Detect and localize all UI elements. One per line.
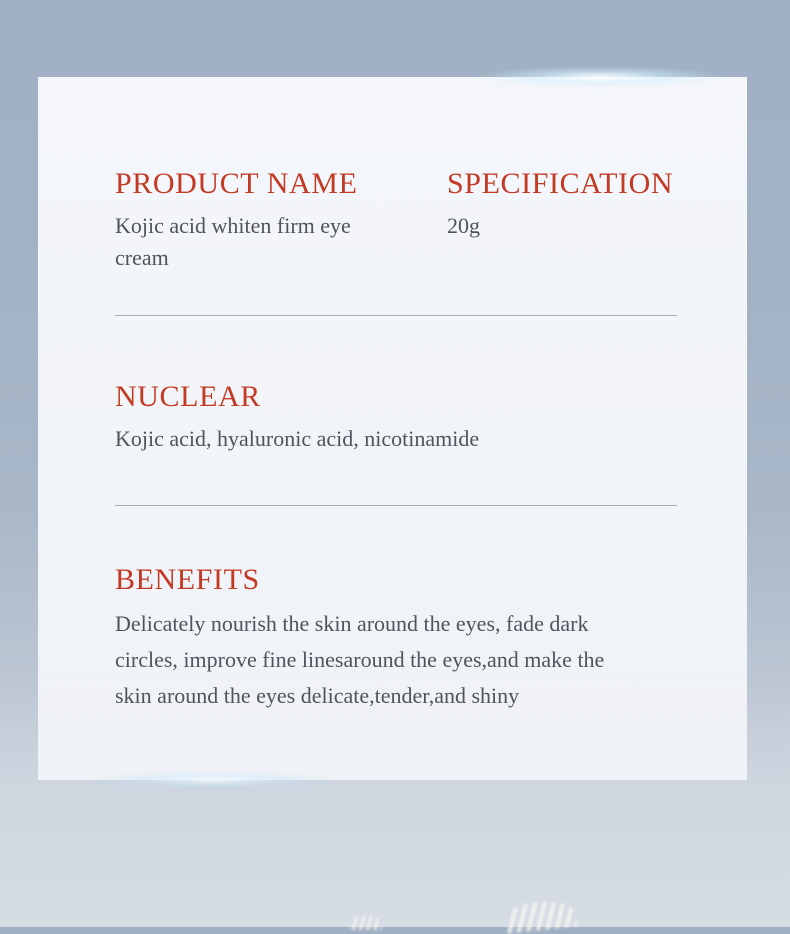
nuclear-section [115,379,677,455]
benefits-line: skin around the eyes delicate,tender,and shiny [115,683,520,708]
benefits-description [115,606,677,714]
product-name-value: Kojic acid whiten firm eye cream [115,213,351,270]
section-divider [115,315,677,316]
blurred-highlight-small [348,916,382,930]
name-spec-row [115,166,677,274]
specification-value: 20g [447,213,480,238]
specification-section [447,166,677,274]
blurred-highlight-large [505,898,578,933]
product-name-section [115,166,447,274]
benefits-section [115,562,677,714]
nuclear-ingredients: Kojic acid, hyaluronic acid, nicotinamide [115,426,480,451]
benefits-line: circles, improve fine linesaround the eyes,and make the [115,647,605,672]
nuclear-heading: NUCLEAR [115,380,261,413]
benefits-heading: BENEFITS [115,563,260,596]
card-content [38,77,747,714]
product-info-card [38,77,747,780]
section-divider [115,505,677,506]
benefits-line: Delicately nourish the skin around the eyes, fade dark [115,611,589,636]
specification-heading: SPECIFICATION [447,167,674,200]
product-name-heading: PRODUCT NAME [115,167,358,200]
